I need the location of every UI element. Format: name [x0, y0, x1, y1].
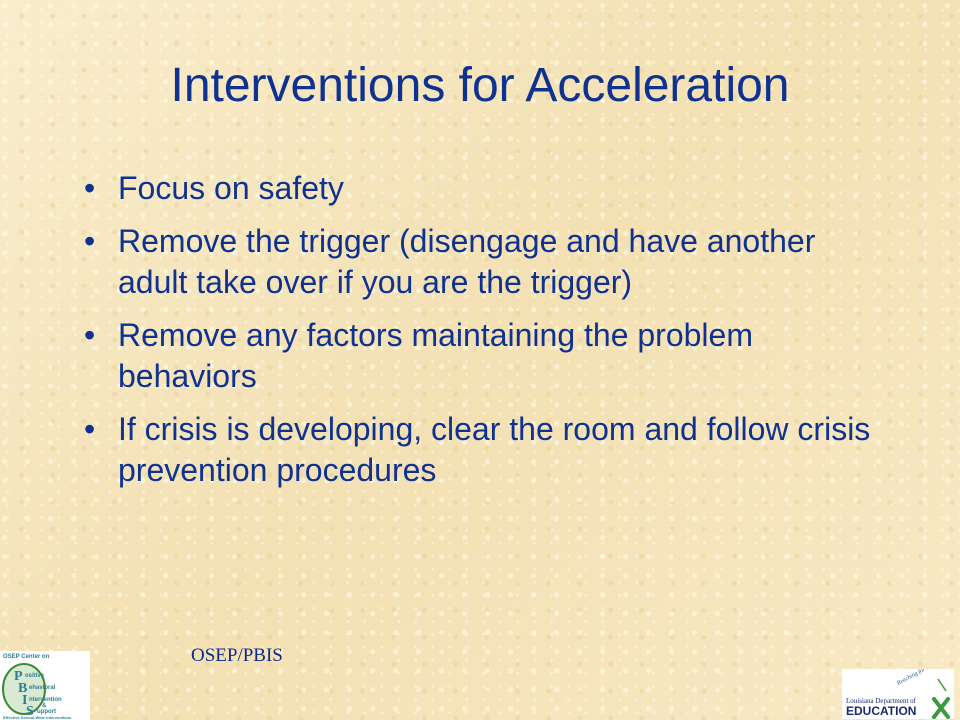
bullet-text: Remove any factors maintaining the problem behaviors — [118, 317, 753, 394]
svg-text:&: & — [42, 703, 47, 709]
svg-text:B: B — [18, 681, 28, 696]
bullet-item — [80, 221, 880, 303]
svg-text:OSEP Center on: OSEP Center on — [3, 654, 50, 660]
bullet-dot-icon: • — [84, 170, 96, 206]
svg-text:ositive: ositive — [25, 673, 45, 679]
bullet-item — [80, 315, 880, 397]
bullet-text: If crisis is developing, clear the room and follow crisis prevention procedures — [118, 411, 871, 488]
svg-text:Effective School-Wide Interven: Effective School-Wide Interventions — [3, 715, 72, 720]
svg-text:Louisiana Department of: Louisiana Department of — [846, 697, 916, 705]
bullet-dot-icon: • — [84, 317, 96, 353]
svg-text:S: S — [26, 704, 34, 719]
bullet-dot-icon: • — [84, 411, 96, 447]
svg-text:I: I — [22, 693, 28, 708]
svg-text:EDUCATION: EDUCATION — [846, 704, 917, 718]
svg-text:ntervention: ntervention — [29, 697, 62, 703]
slide-title: Interventions for Acceleration — [170, 59, 790, 112]
bullet-text: Focus on safety — [118, 170, 344, 206]
pbis-logo — [0, 651, 90, 720]
bullet-text: Remove the trigger (disengage and have another adult take over if you are the trigger) — [118, 223, 816, 300]
svg-text:ehavioral: ehavioral — [29, 685, 56, 691]
bullet-list — [80, 168, 880, 503]
bullet-dot-icon: • — [84, 223, 96, 259]
footer-source: OSEP/PBIS — [191, 645, 283, 666]
bullet-item — [80, 409, 880, 491]
svg-text:P: P — [14, 669, 23, 684]
svg-text:upport: upport — [37, 709, 56, 715]
bullet-item — [80, 168, 880, 209]
ldoe-logo — [842, 669, 954, 719]
